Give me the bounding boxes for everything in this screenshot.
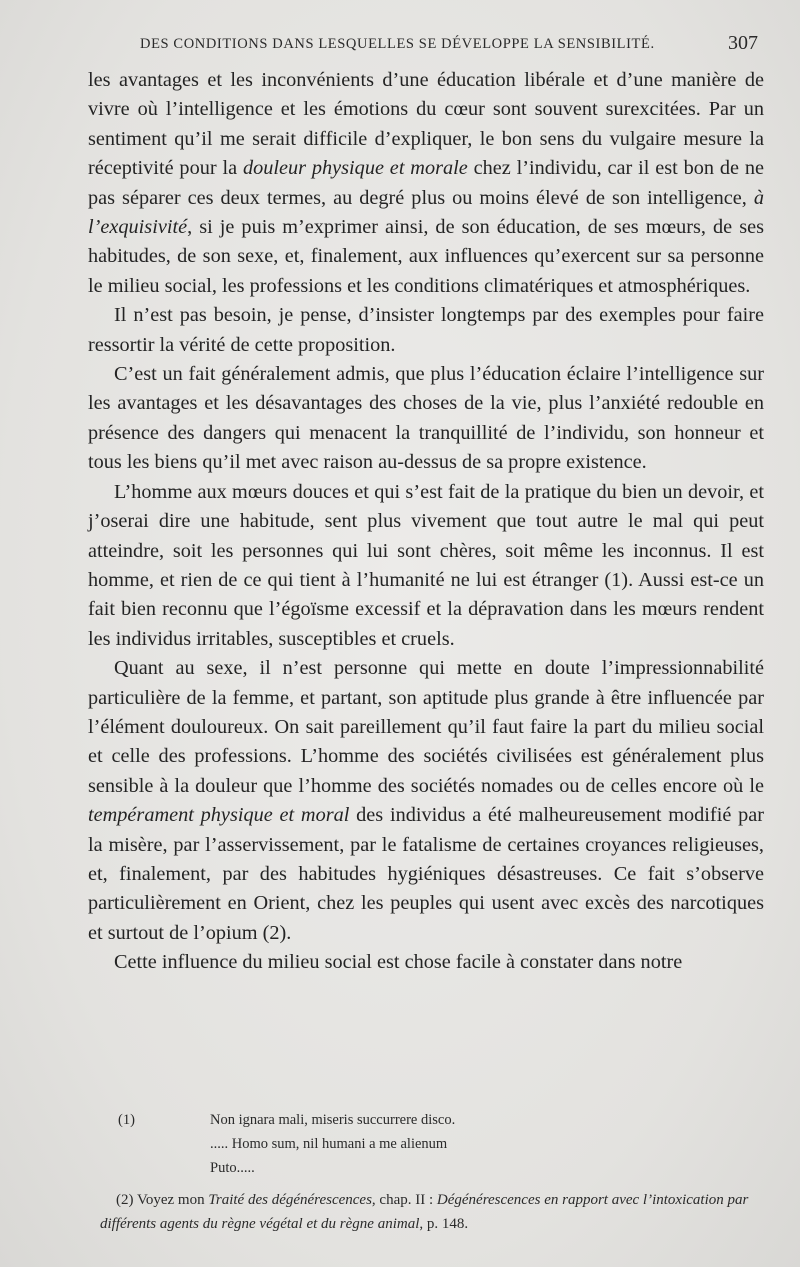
footnote-2-start: (2) Voyez mon (116, 1192, 209, 1208)
paragraph-5-text-end: des individus a été malheureusement modifié par la misère, par l’asservissement, par le fatalisme de certaines croyances religieuses, et, finalement, par des habitudes hygiéniques désastreuses. Ce fait s’observe particulièrement en Orient, chez les peuples qui usent avec excès des narcotiques et surtout de l’opium (2). (88, 804, 764, 944)
footnote-1-line: Non ignara mali, miseris succurrere disco. (210, 1112, 456, 1128)
italic-phrase: à l’exquisivité (88, 186, 764, 239)
footnote-2-chapter-title: Dégénérescences en rapport avec l’intoxication par différents agents du règne végétal et du règne animal (100, 1192, 749, 1232)
page-number: 307 (728, 32, 758, 54)
paragraph-5-text: Quant au sexe, il n’est personne qui mette en doute l’impressionnabilité particulière de la femme, et partant, son aptitude plus grande à être influencée par l’élément douloureux. On sait pareillement qu’il faut faire la part du milieu social et celle des professions. L’homme des sociétés civilisées est généralement plus sensible à la douleur que l’homme des sociétés nomades ou de celles encore où le (88, 657, 764, 797)
running-head-title: DES CONDITIONS DANS LESQUELLES SE DÉVELOPPE LA SENSIBILITÉ. (140, 36, 655, 52)
footnote-2-book-title: Traité des dégénérescences (208, 1192, 372, 1208)
paragraph-3: C’est un fait généralement admis, que plus l’éducation éclaire l’intelligence sur les avantages et les désavantages des choses de la vie, plus l’anxiété redouble en présence des dangers qui menacent la tranquillité de l’individu, son honneur et tous les biens qu’il met avec raison au-dessus de sa propre existence. (88, 363, 764, 474)
footnote-2-text (100, 1188, 780, 1236)
footnote-2-end: , p. 148. (419, 1216, 469, 1232)
footnote-1-number: (1) (118, 1112, 135, 1128)
footnote-1-line: Puto..... (210, 1160, 255, 1176)
paragraph-5 (88, 654, 764, 948)
running-head (0, 28, 800, 64)
footnote-1 (100, 1108, 780, 1180)
italic-phrase: tempérament physique et moral (88, 804, 350, 827)
paragraph-1-text: les avantages et les inconvénients d’une éducation libérale et d’une manière de vivre où l’intelligence et les émotions du cœur sont souvent surexcitées. Par un sentiment qu’il me serait difficile d’expliquer, le bon sens du vulgaire mesure la réceptivité pour la (88, 69, 764, 180)
italic-phrase: douleur physique et morale (242, 157, 468, 180)
body-text (88, 66, 764, 978)
footnote-1-line: ..... Homo sum, nil humani a me alienum (210, 1136, 448, 1152)
footnote-2 (100, 1188, 780, 1236)
paragraph-1-text-end: , si je puis m’exprimer ainsi, de son éducation, de ses mœurs, de ses habitudes, de son sexe, et, finalement, aux influences qu’exercent sur sa personne le milieu social, les professions et les conditions climatériques et atmosphériques. (88, 216, 764, 297)
paragraph-4: L’homme aux mœurs douces et qui s’est fait de la pratique du bien un devoir, et j’oserai dire une habitude, sent plus vivement que tout autre le mal qui peut atteindre, soit les personnes qui lui sont chères, soit même les inconnus. Il est homme, et rien de ce qui tient à l’humanité ne lui est étranger (1). Aussi est-ce un fait bien reconnu que l’égoïsme excessif et la dépravation dans les mœurs rendent les individus irritables, susceptibles et cruels. (88, 480, 764, 650)
paragraph-1 (88, 66, 764, 301)
paragraph-2: Il n’est pas besoin, je pense, d’insister longtemps par des exemples pour faire ressortir la vérité de cette proposition. (88, 304, 764, 356)
footnote-2-mid: , chap. II : (371, 1192, 437, 1208)
paragraph-6: Cette influence du milieu social est chose facile à constater dans notre (114, 951, 683, 974)
paragraph-1-text-mid: chez l’individu, car il est bon de ne pas séparer ces deux termes, au degré plus ou moins élevé de son intelligence, (88, 157, 764, 209)
footnotes (100, 1108, 780, 1236)
